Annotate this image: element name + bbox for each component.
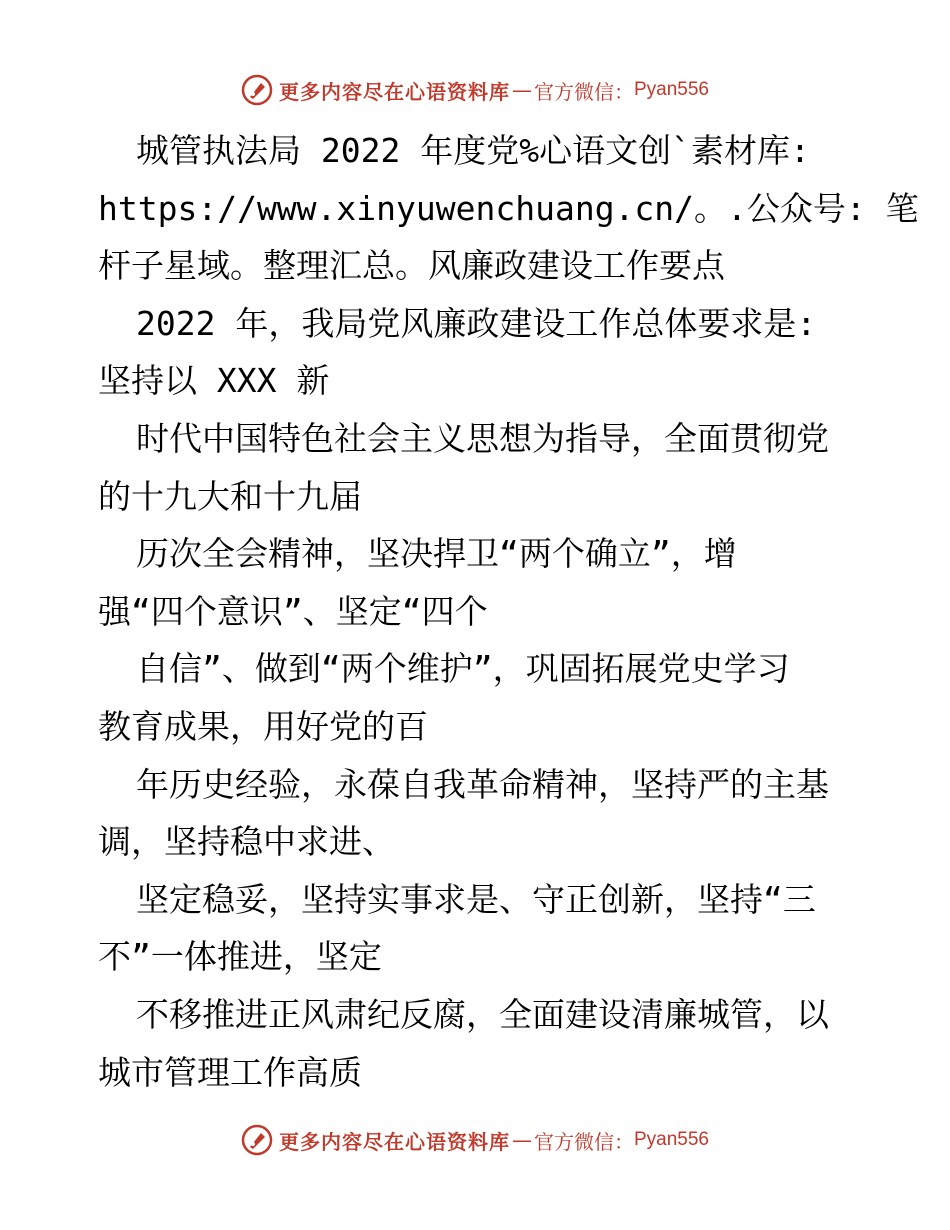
banner-wechat-id: Pyan556 [633, 1129, 709, 1150]
text-line: 自信”、做到“两个维护”，巩固拓展党史学习 [136, 649, 790, 689]
text-line: 坚定稳妥，坚持实事求是、守正创新，坚持“三 [136, 879, 816, 919]
banner-wechat-id: Pyan556 [633, 79, 709, 100]
text-line: 年历史经验，永葆自我革命精神，坚持严的主基 [136, 764, 829, 804]
banner-text: 更多内容尽在心语资料库 [278, 1129, 510, 1154]
footer-banner [0, 1120, 950, 1160]
text-line: 城管执法局 2022 年度党%心语文创`素材库: [136, 131, 810, 170]
text-line: 2022 年，我局党风廉政建设工作总体要求是: [136, 303, 817, 343]
banner-wechat-label: 官方微信： [533, 79, 634, 104]
text-line: 杆子星域。整理汇总。风廉政建设工作要点 [98, 246, 725, 286]
document-body [98, 122, 919, 1101]
text-line: https://www.xinyuwenchuang.cn/。.公众号: 笔 [98, 188, 919, 228]
banner-dash: — [511, 78, 532, 102]
text-line: 不”一体推进，坚定 [98, 937, 382, 977]
banner-wechat-label: 官方微信： [533, 1129, 634, 1154]
text-line: 的十九大和十九届 [98, 476, 362, 516]
header-banner [0, 70, 950, 110]
banner-text: 更多内容尽在心语资料库 [278, 79, 510, 104]
text-line: 坚持以 XXX 新 [98, 361, 330, 401]
text-line: 不移推进正风肃纪反腐，全面建设清廉城管，以 [136, 994, 829, 1034]
banner-dash: — [511, 1128, 532, 1152]
text-line: 历次全会精神，坚决捍卫“两个确立”，增 [136, 534, 737, 574]
text-line: 调，坚持稳中求进、 [98, 822, 395, 862]
text-line: 教育成果，用好党的百 [98, 706, 428, 746]
text-line: 强“四个意识”、坚定“四个 [98, 591, 488, 631]
pen-nib-logo-icon [241, 74, 273, 106]
text-line: 时代中国特色社会主义思想为指导，全面贯彻党 [136, 418, 829, 458]
text-line: 城市管理工作高质 [98, 1052, 362, 1092]
pen-nib-logo-icon [241, 1124, 273, 1156]
